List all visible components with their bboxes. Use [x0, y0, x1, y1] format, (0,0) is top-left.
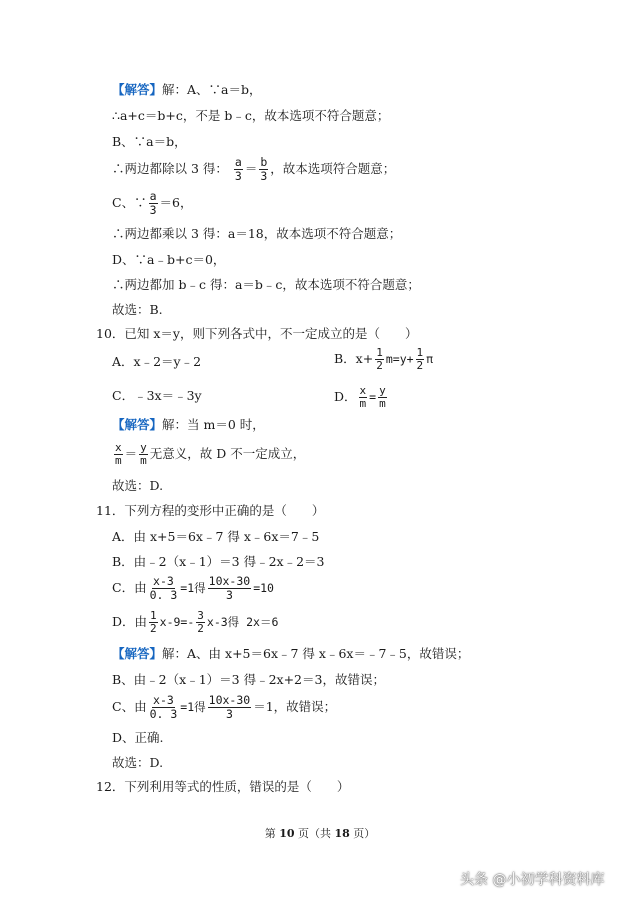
answer-line: 故选：D.: [112, 478, 164, 493]
answer-line: 故选：D.: [112, 755, 164, 770]
text: 无意义，故 D 不一定成立，: [149, 446, 306, 461]
numerator: x-3: [153, 574, 174, 588]
text: =1得: [180, 581, 206, 595]
fraction: [375, 347, 384, 372]
numerator: a: [149, 189, 157, 203]
answer-tag: 【解答】: [112, 82, 163, 97]
footer-text: 第: [264, 827, 280, 840]
question-stem: 10．已知 x＝y，则下列各式中，不一定成立的是（ ）: [96, 326, 418, 341]
option-a: A．x﹣2＝y﹣2: [112, 354, 202, 369]
option-b: [334, 346, 433, 372]
fraction: [149, 190, 158, 217]
page-total: 18: [334, 827, 350, 840]
answer-line: [112, 190, 192, 217]
footer-text: 页（共: [294, 827, 335, 840]
question-stem: 11．下列方程的变形中正确的是（ ）: [96, 503, 325, 518]
answer-line: [112, 646, 469, 662]
answer-tag: 【解答】: [112, 646, 163, 661]
text: x-9=-: [159, 615, 195, 629]
numerator: x: [115, 441, 122, 454]
equals: ＝: [124, 446, 138, 461]
answer-line: [112, 156, 395, 183]
text: D．由: [112, 614, 148, 629]
fraction: [208, 694, 252, 721]
denominator: m: [140, 454, 147, 467]
answer-line: D、正确.: [112, 730, 164, 745]
text: π: [426, 352, 434, 366]
denominator: 2: [150, 622, 157, 635]
answer-line: [112, 694, 336, 721]
fraction: [139, 442, 148, 467]
option-c: [112, 575, 274, 602]
denominator: 2: [197, 622, 204, 635]
denominator: 3: [260, 169, 268, 183]
text: ＝1，故错误；: [253, 699, 337, 714]
numerator: b: [260, 155, 268, 169]
numerator: x: [359, 384, 367, 397]
numerator: y: [140, 441, 147, 454]
fraction: [196, 610, 205, 635]
denominator: 2: [376, 359, 383, 372]
text: =10: [253, 581, 274, 595]
equals: ＝: [244, 161, 258, 176]
denominator: 3: [225, 707, 233, 721]
denominator: m: [115, 454, 122, 467]
numerator: y: [379, 384, 386, 397]
option-d: [334, 384, 389, 410]
fraction: [234, 156, 243, 183]
text: 解：当 m＝0 时，: [162, 417, 265, 432]
question-stem: 12．下列利用等式的性质，错误的是（ ）: [96, 779, 350, 794]
denominator: 3: [234, 169, 242, 183]
numerator: 1: [150, 609, 157, 622]
text: 解：A、由 x+5＝6x﹣7 得 x﹣6x＝﹣7﹣5，故错误；: [162, 646, 470, 661]
option-c: C．﹣3x＝﹣3y: [112, 388, 202, 403]
denominator: m: [359, 397, 367, 410]
text: ∴两边都除以 3 得：: [112, 161, 228, 176]
text: =1得: [180, 700, 206, 714]
text: D．: [334, 389, 357, 404]
fraction: [259, 156, 268, 183]
denominator: 3: [225, 588, 233, 602]
fraction: [149, 575, 179, 602]
text: C、∵: [112, 195, 147, 210]
fraction: [114, 442, 123, 467]
fraction: [359, 385, 368, 410]
page-footer: [0, 825, 640, 841]
denominator: m: [379, 397, 386, 410]
denominator: 2: [416, 359, 424, 372]
answer-line: B、∵a＝b，: [112, 134, 187, 149]
text: 解：A、∵a＝b，: [162, 82, 262, 97]
numerator: 1: [376, 346, 383, 359]
denominator: 0. 3: [149, 588, 178, 602]
text: C、由: [112, 699, 147, 714]
answer-line: D、∵a﹣b+c＝0，: [112, 252, 226, 267]
numerator: a: [234, 155, 242, 169]
numerator: 1: [416, 346, 424, 359]
answer-line: [112, 441, 305, 467]
text: ＝6，: [159, 195, 193, 210]
answer-line: B、由﹣2（x﹣1）＝3 得﹣2x+2＝3，故错误；: [112, 672, 385, 687]
fraction: [378, 385, 387, 410]
text: m=y+: [385, 352, 414, 366]
answer-line: ∴a+c＝b+c，不是 b﹣c，故本选项不符合题意；: [112, 108, 390, 123]
text: x-3得 2x＝6: [206, 615, 279, 629]
fraction: [149, 610, 158, 635]
fraction: [149, 694, 179, 721]
watermark: 头条 @小初学科资料库: [460, 872, 605, 888]
footer-text: 页）: [349, 827, 376, 840]
answer-line: ∴两边都加 b﹣c 得：a＝b﹣c，故本选项不符合题意；: [112, 277, 420, 292]
answer-line: [112, 82, 262, 98]
text: C．由: [112, 580, 147, 595]
text: ，故本选项符合题意；: [270, 161, 396, 176]
equals: =: [369, 390, 377, 404]
answer-line: ∴两边都乘以 3 得：a＝18，故本选项不符合题意；: [112, 226, 402, 241]
numerator: 10x-30: [208, 574, 251, 588]
denominator: 0. 3: [149, 707, 178, 721]
denominator: 3: [149, 203, 157, 217]
answer-line: 故选：B.: [112, 302, 163, 317]
numerator: 3: [197, 609, 204, 622]
fraction: [208, 575, 252, 602]
numerator: 10x-30: [208, 693, 251, 707]
page-number: 10: [279, 827, 295, 840]
option-d: [112, 609, 278, 635]
answer-line: [112, 417, 265, 433]
text: B．x+: [334, 351, 374, 366]
fraction: [416, 347, 425, 372]
answer-tag: 【解答】: [112, 417, 163, 432]
numerator: x-3: [153, 693, 174, 707]
option-a: A．由 x+5＝6x﹣7 得 x﹣6x＝7﹣5: [112, 529, 320, 544]
option-b: B．由﹣2（x﹣1）＝3 得﹣2x﹣2＝3: [112, 554, 325, 569]
